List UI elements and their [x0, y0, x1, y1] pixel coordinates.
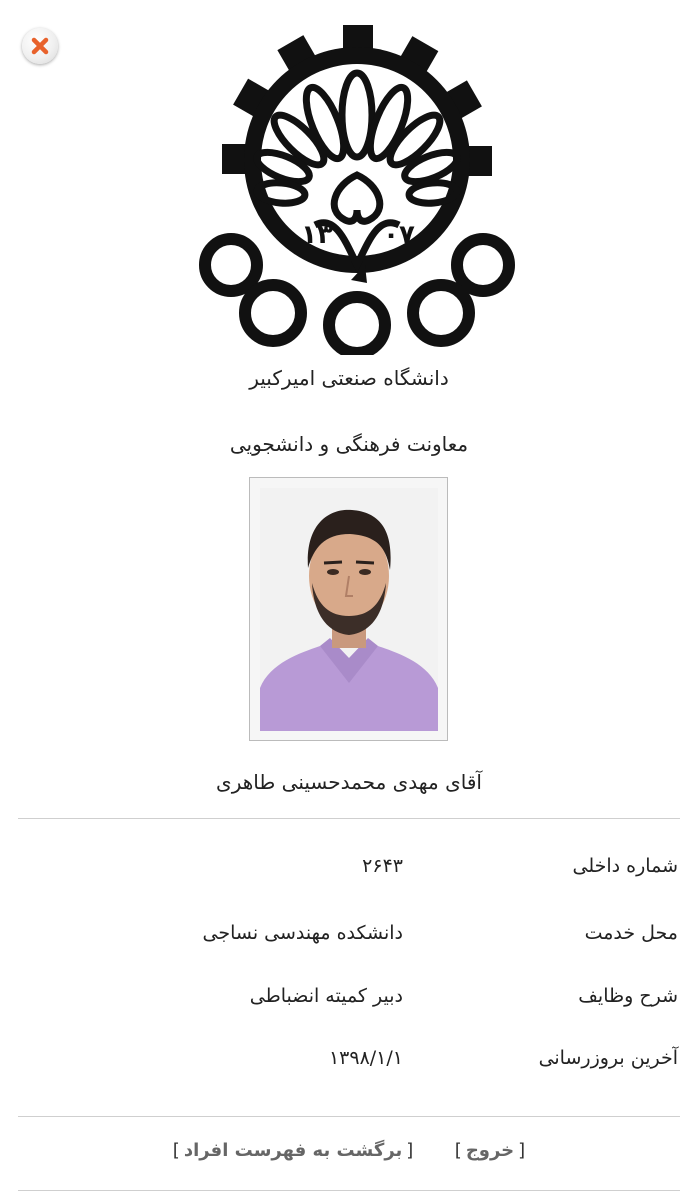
bracket: ]: [172, 1140, 180, 1161]
extension-label: شماره داخلی: [572, 855, 678, 877]
close-icon: [30, 36, 50, 56]
bracket: [: [518, 1140, 526, 1161]
department-name: معاونت فرهنگی و دانشجویی: [229, 432, 469, 456]
logo-year-left: ۱۳: [301, 220, 333, 250]
workplace-value: دانشکده مهندسی نساجی: [202, 922, 403, 944]
bracket: [: [406, 1140, 414, 1161]
close-button[interactable]: [22, 28, 58, 64]
person-name: آقای مهدی محمدحسینی طاهری: [216, 770, 482, 794]
university-name: دانشگاه صنعتی امیرکبیر: [249, 366, 449, 390]
action-bar: [0, 1140, 698, 1161]
divider: [18, 818, 680, 819]
workplace-label: محل خدمت: [584, 922, 678, 944]
last-update-value: ۱۳۹۸/۱/۱: [328, 1047, 403, 1069]
back-to-list-link[interactable]: برگشت به فهرست افراد: [183, 1140, 403, 1161]
divider: [18, 1116, 680, 1117]
bracket: ]: [454, 1140, 462, 1161]
logo-year-right: ۰۷: [383, 220, 415, 250]
last-update-label: آخرین بروزرسانی: [538, 1047, 678, 1069]
detail-row-duties: [0, 985, 698, 1025]
extension-value: ۲۶۴۳: [362, 855, 403, 877]
duties-label: شرح وظایف: [578, 985, 678, 1007]
university-logo: [195, 25, 520, 355]
detail-row-workplace: [0, 922, 698, 962]
exit-link[interactable]: خروج: [465, 1140, 515, 1161]
divider: [18, 1190, 680, 1191]
detail-row-last-update: [0, 1047, 698, 1087]
duties-value: دبیر کمیته انضباطی: [249, 985, 403, 1007]
detail-row-extension: [0, 855, 698, 895]
person-portrait: [260, 488, 438, 731]
profile-photo: [249, 477, 448, 741]
